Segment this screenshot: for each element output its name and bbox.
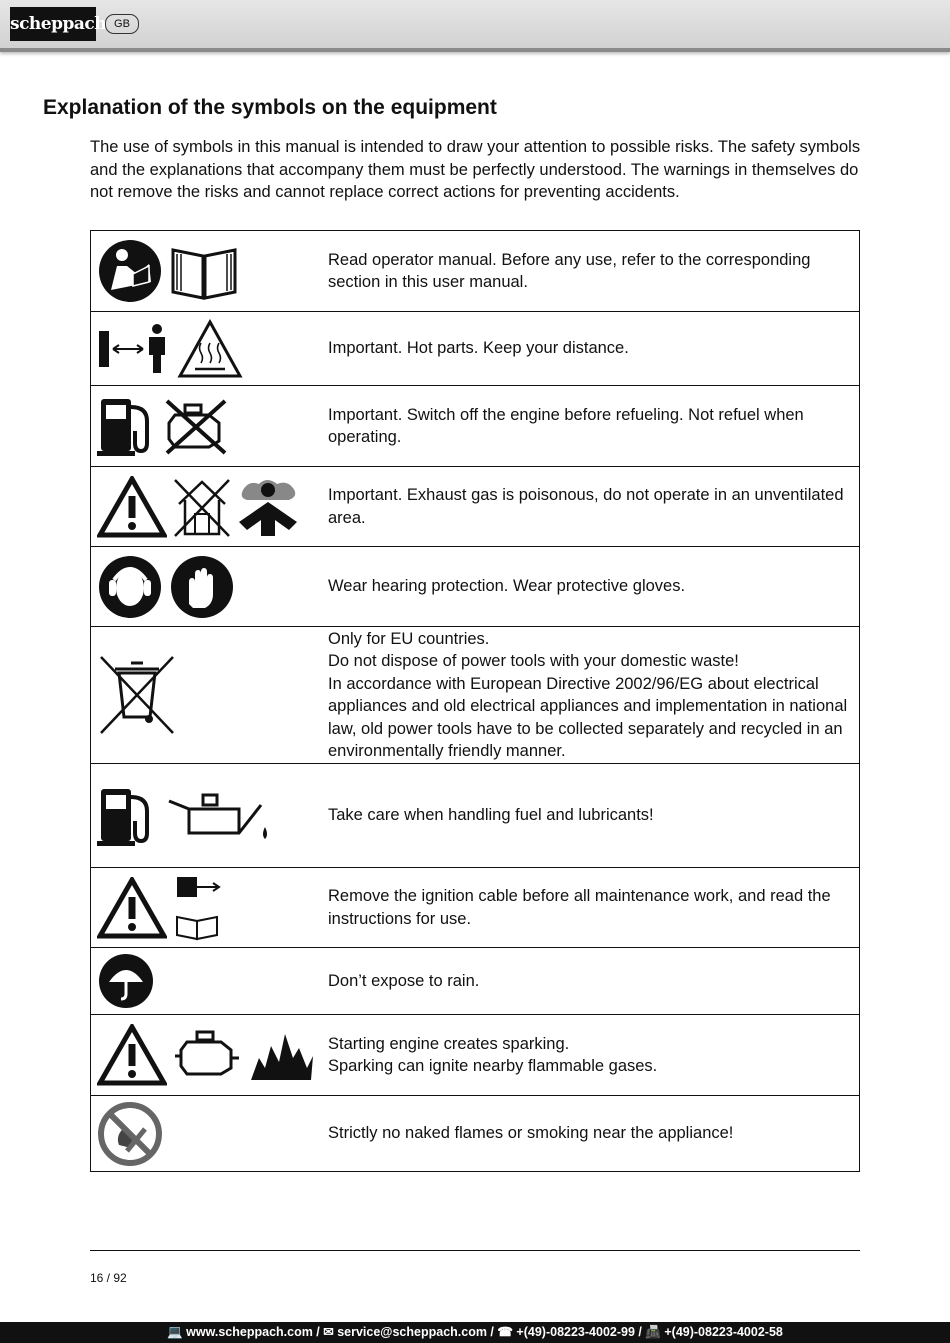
description-line: Strictly no naked flames or smoking near the appliance!: [328, 1124, 734, 1143]
read-manual-icon: [97, 238, 163, 304]
symbol-description: [326, 627, 860, 764]
hot-surface-warning-icon: [177, 319, 243, 379]
symbol-icons-cell: [91, 386, 327, 467]
description-line: Important. Exhaust gas is poisonous, do not operate in an unventilated area.: [328, 486, 844, 527]
symbol-row: [91, 948, 860, 1015]
symbol-row: [91, 1015, 860, 1096]
symbol-description: [326, 1015, 860, 1096]
description-line: Only for EU countries.: [328, 629, 490, 648]
warning-triangle-icon: [97, 877, 167, 939]
spark-plug-manual-icon: [173, 873, 225, 943]
engine-off-icon: [161, 395, 231, 457]
contact-bar: 💻 www.scheppach.com / ✉ service@scheppach.com / ☎ +(49)-08223-4002-99 / 📠 +(49)-08223-4002-58: [0, 1322, 950, 1343]
symbol-icons-cell: [91, 764, 327, 868]
symbol-description: [326, 467, 860, 547]
symbol-row: [91, 312, 860, 386]
warning-triangle-icon: [97, 1024, 167, 1086]
umbrella-icon: [97, 952, 155, 1010]
symbol-row: [91, 627, 860, 764]
symbol-row: [91, 764, 860, 868]
symbol-description: [326, 386, 860, 467]
symbol-icons-cell: [91, 1015, 327, 1096]
symbol-description: [326, 764, 860, 868]
language-badge: GB: [105, 14, 139, 34]
protective-gloves-icon: [169, 554, 235, 620]
warning-triangle-icon: [97, 476, 167, 538]
intro-paragraph: The use of symbols in this manual is intended to draw your attention to possible risks. The safety symbols and the explanations that accompany them must be perfectly understood. The warnings in themselves do not remove the risks and cannot replace correct actions for preventing accidents.: [90, 138, 861, 201]
fire-icon: [249, 1028, 315, 1082]
symbol-icons-cell: [91, 467, 327, 547]
symbol-icons-cell: [91, 231, 327, 312]
symbol-icons-cell: [91, 312, 327, 386]
symbol-icons-cell: [91, 627, 327, 764]
footer-divider: [90, 1250, 860, 1251]
open-book-icon: [169, 240, 239, 302]
symbol-row: [91, 467, 860, 547]
crossed-bin-icon: [97, 653, 177, 737]
header-bar: [0, 0, 950, 52]
description-line: Take care when handling fuel and lubricants!: [328, 806, 654, 825]
keep-distance-icon: [97, 321, 171, 377]
description-line: Wear hearing protection. Wear protective gloves.: [328, 577, 686, 596]
no-open-flame-icon: [97, 1101, 163, 1167]
symbol-description: [326, 868, 860, 948]
no-indoor-use-icon: [173, 476, 231, 538]
page-title: Explanation of the symbols on the equipment: [43, 96, 497, 119]
symbol-row: [91, 547, 860, 627]
page-number: 16 / 92: [90, 1271, 127, 1285]
fuel-pump-icon: [97, 783, 155, 849]
symbol-icons-cell: [91, 1096, 327, 1172]
symbol-description: [326, 948, 860, 1015]
description-line: Sparking can ignite nearby flammable gases.: [328, 1057, 658, 1075]
symbol-description: [326, 1096, 860, 1172]
symbols-table: [90, 230, 860, 1172]
description-line: Remove the ignition cable before all maintenance work, and read the instructions for use.: [328, 887, 831, 928]
symbol-row: [91, 386, 860, 467]
description-line: Read operator manual. Before any use, refer to the corresponding section in this user manual.: [328, 250, 811, 291]
symbol-description: [326, 547, 860, 627]
symbol-icons-cell: [91, 868, 327, 948]
brand-logo: scheppach: [10, 7, 96, 41]
symbol-row: [91, 231, 860, 312]
description-line: Important. Hot parts. Keep your distance.: [328, 339, 629, 358]
symbol-row: [91, 868, 860, 948]
symbol-description: [326, 312, 860, 386]
description-line: Starting engine creates sparking.: [328, 1034, 570, 1053]
description-line: In accordance with European Directive 2002/96/EG about electrical appliances and old electrical appliances and implementation in national law, old power tools have to be collected separately and recycled in an environmentally friendly manner.: [328, 674, 848, 760]
description-line: Don’t expose to rain.: [328, 971, 480, 990]
description-line: Important. Switch off the engine before refueling. Not refuel when operating.: [328, 405, 804, 446]
symbol-icons-cell: [91, 948, 327, 1015]
symbol-icons-cell: [91, 547, 327, 627]
description-line: Do not dispose of power tools with your domestic waste!: [328, 652, 739, 670]
fuel-pump-icon: [97, 393, 155, 459]
toxic-gas-icon: [237, 476, 299, 538]
engine-icon: [173, 1028, 243, 1082]
symbol-description: [326, 231, 860, 312]
symbol-row: [91, 1096, 860, 1172]
oil-can-icon: [161, 783, 271, 849]
hearing-protection-icon: [97, 554, 163, 620]
